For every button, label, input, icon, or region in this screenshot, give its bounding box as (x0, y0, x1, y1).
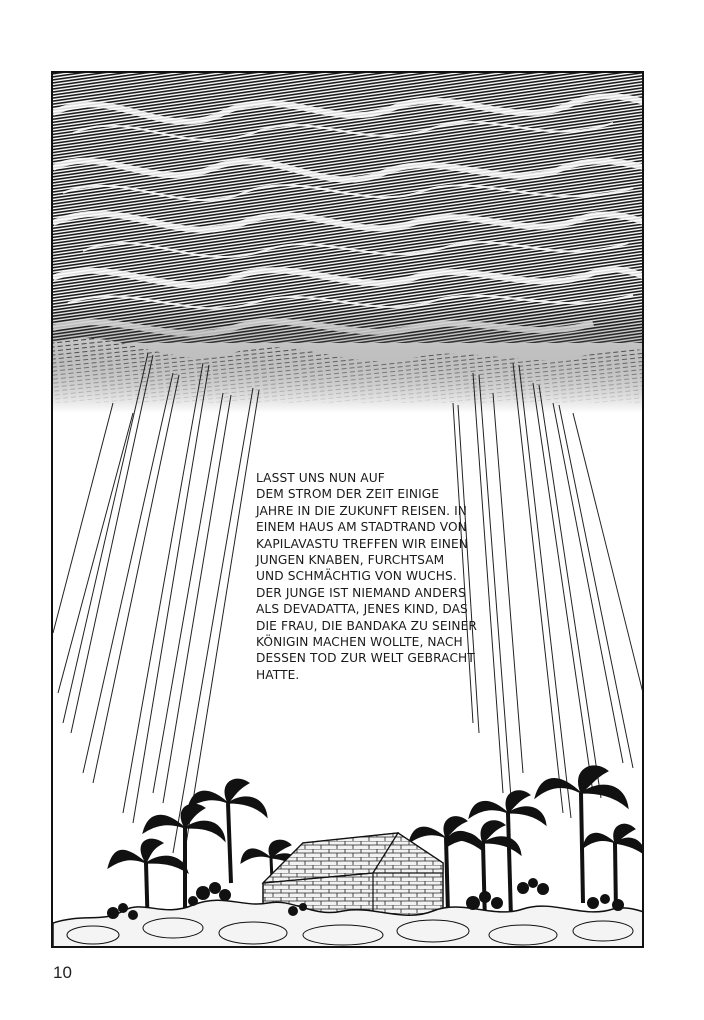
page-number: 10 (53, 963, 72, 982)
caption-line: DIE FRAU, DIE BANDAKA ZU SEINER (256, 618, 477, 633)
caption-line: LASST UNS NUN AUF (256, 471, 385, 485)
caption-line: JAHRE IN DIE ZUKUNFT REISEN. IN (256, 503, 468, 518)
caption-line: HATTE. (256, 667, 300, 682)
caption-line: ALS DEVADATTA, JENES KIND, DAS (256, 602, 468, 617)
caption-line: DESSEN TOD ZUR WELT GEBRACHT (256, 651, 475, 666)
caption-line: KÖNIGIN MACHEN WOLLTE, NACH (256, 635, 463, 650)
caption-line: KAPILAVASTU TREFFEN WIR EINEN (256, 536, 468, 551)
caption-line: UND SCHMÄCHTIG VON WUCHS. (256, 569, 457, 584)
narration-caption (256, 470, 486, 683)
caption-line: DER JUNGE IST NIEMAND ANDERS (256, 585, 466, 600)
caption-line: DEM STROM DER ZEIT EINIGE (256, 487, 440, 502)
caption-line: EINEM HAUS AM STADTRAND VON (256, 520, 467, 535)
caption-line: JUNGEN KNABEN, FURCHTSAM (256, 553, 445, 568)
storm-clouds (53, 73, 644, 413)
